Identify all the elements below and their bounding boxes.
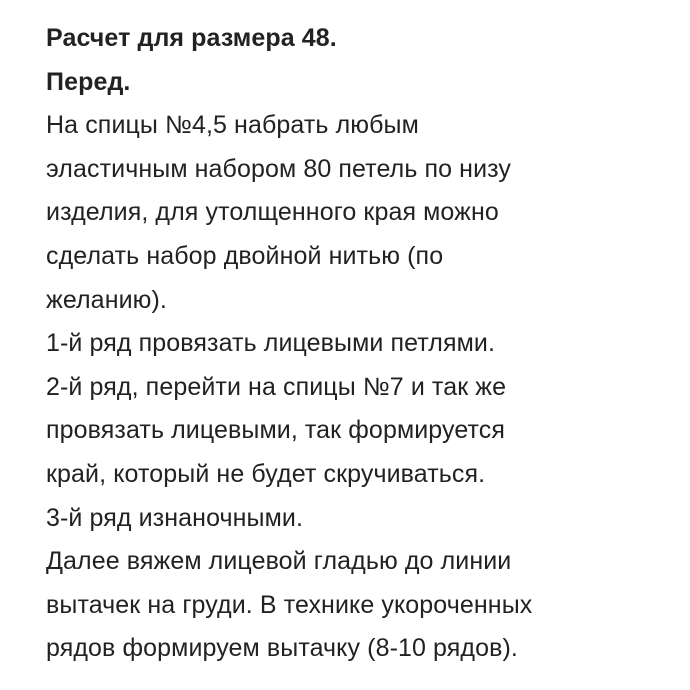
text-line: На спицы №4,5 набрать любым	[46, 111, 419, 140]
text-line: вытачек на груди. В технике укороченных	[46, 590, 533, 619]
text-line: 2-й ряд, перейти на спицы №7 и так же	[46, 372, 507, 401]
knitting-instructions	[46, 17, 670, 671]
text-line: эластичным набором 80 петель по низу	[46, 154, 512, 183]
text-line: провязать лицевыми, так формируется	[46, 416, 506, 445]
text-line: 1-й ряд провязать лицевыми петлями.	[46, 329, 496, 358]
section-heading-front: Перед.	[46, 67, 131, 96]
text-line: изделия, для утолщенного края можно	[46, 198, 499, 227]
text-line: 3-й ряд изнаночными.	[46, 503, 304, 532]
text-line: край, который не будет скручиваться.	[46, 459, 486, 488]
text-line: рядов формируем вытачку (8-10 рядов).	[46, 634, 518, 663]
text-line: сделать набор двойной нитью (по	[46, 241, 444, 270]
size-heading: Расчет для размера 48.	[46, 24, 337, 52]
text-line: желанию).	[46, 285, 167, 314]
text-line: Далее вяжем лицевой гладью до линии	[46, 547, 512, 576]
